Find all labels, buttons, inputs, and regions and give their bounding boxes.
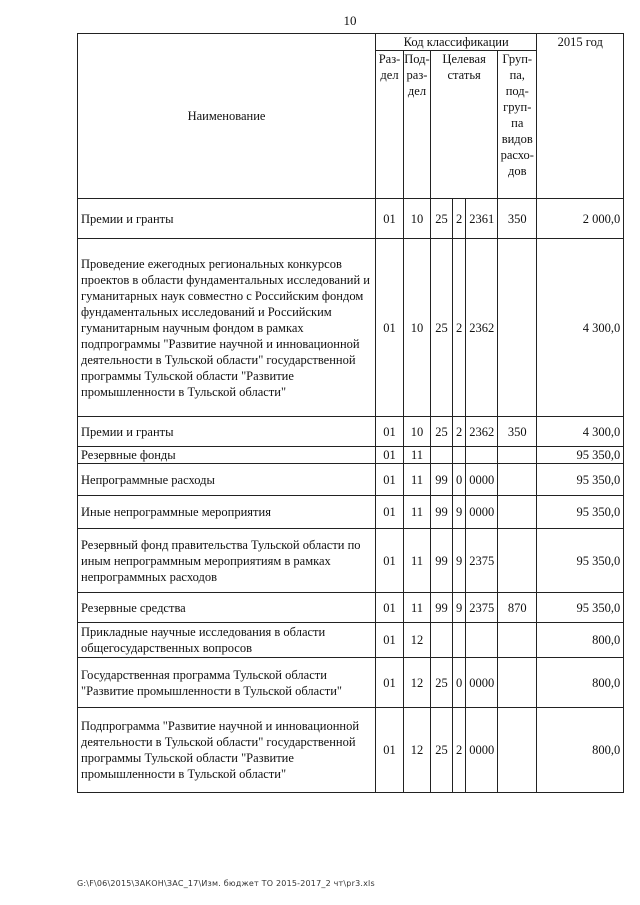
- table-row: [78, 708, 624, 793]
- row-podrazdel: 12: [404, 708, 431, 793]
- row-target-subprogram: 9: [453, 529, 466, 593]
- row-razdel: 01: [376, 623, 404, 658]
- row-sum: 95 350,0: [537, 593, 624, 623]
- row-name: Премии и гранты: [78, 417, 376, 447]
- row-expense-group: 350: [498, 199, 537, 239]
- header-target-article: Целевая статья: [431, 51, 498, 199]
- row-target-subprogram: 2: [453, 417, 466, 447]
- row-expense-group: [498, 496, 537, 529]
- row-target-program: 99: [431, 529, 453, 593]
- row-expense-group: 350: [498, 417, 537, 447]
- row-razdel: 01: [376, 417, 404, 447]
- row-sum: 800,0: [537, 658, 624, 708]
- row-target-code: 2362: [466, 239, 498, 417]
- row-razdel: 01: [376, 239, 404, 417]
- row-target-code: 2375: [466, 529, 498, 593]
- row-target-program: [431, 447, 453, 464]
- row-target-subprogram: 0: [453, 658, 466, 708]
- row-expense-group: [498, 239, 537, 417]
- row-target-subprogram: 0: [453, 464, 466, 496]
- row-target-program: [431, 623, 453, 658]
- row-podrazdel: 10: [404, 239, 431, 417]
- row-target-subprogram: [453, 447, 466, 464]
- row-sum: 95 350,0: [537, 496, 624, 529]
- table-row: [78, 496, 624, 529]
- table-header: [78, 34, 624, 199]
- row-expense-group: [498, 464, 537, 496]
- row-target-subprogram: 9: [453, 496, 466, 529]
- row-target-subprogram: 9: [453, 593, 466, 623]
- row-target-subprogram: 2: [453, 239, 466, 417]
- table-body: [78, 199, 624, 793]
- row-podrazdel: 11: [404, 447, 431, 464]
- row-target-program: 25: [431, 417, 453, 447]
- row-target-code: 2375: [466, 593, 498, 623]
- row-sum: 95 350,0: [537, 447, 624, 464]
- row-sum: 95 350,0: [537, 464, 624, 496]
- row-expense-group: 870: [498, 593, 537, 623]
- row-name: Проведение ежегодных региональных конкурсов проектов в области фундаментальных исследований и гуманитарных наук совместно с Российским фондом фундаментальных исследований и Российским гуманитарным научным фондом в рамках подпрограммы "Развитие научной и инновационной деятельности в Тульской области" государственной программы Тульской области "Развитие промышленности в Тульской области": [78, 239, 376, 417]
- row-sum: 4 300,0: [537, 239, 624, 417]
- row-razdel: 01: [376, 708, 404, 793]
- header-razdel: Раз- дел: [376, 51, 404, 199]
- row-podrazdel: 10: [404, 199, 431, 239]
- table-row: [78, 239, 624, 417]
- row-target-code: 0000: [466, 708, 498, 793]
- row-name: Иные непрограммные мероприятия: [78, 496, 376, 529]
- row-target-code: 0000: [466, 464, 498, 496]
- row-target-program: 25: [431, 658, 453, 708]
- row-expense-group: [498, 708, 537, 793]
- row-podrazdel: 11: [404, 593, 431, 623]
- table-row: [78, 464, 624, 496]
- header-podrazdel: Под- раз- дел: [404, 51, 431, 199]
- row-podrazdel: 11: [404, 529, 431, 593]
- row-target-code: [466, 447, 498, 464]
- row-target-program: 25: [431, 708, 453, 793]
- table-row: [78, 447, 624, 464]
- row-sum: 95 350,0: [537, 529, 624, 593]
- row-podrazdel: 12: [404, 658, 431, 708]
- row-name: Подпрограмма "Развитие научной и инновационной деятельности в Тульской области" государственной программы Тульской области "Развитие промышленности в Тульской области": [78, 708, 376, 793]
- row-razdel: 01: [376, 464, 404, 496]
- row-razdel: 01: [376, 658, 404, 708]
- row-razdel: 01: [376, 496, 404, 529]
- row-target-program: 25: [431, 239, 453, 417]
- row-sum: 2 000,0: [537, 199, 624, 239]
- row-podrazdel: 11: [404, 464, 431, 496]
- row-target-subprogram: 2: [453, 708, 466, 793]
- row-sum: 4 300,0: [537, 417, 624, 447]
- row-target-program: 99: [431, 593, 453, 623]
- header-year: 2015 год: [537, 34, 624, 199]
- row-expense-group: [498, 529, 537, 593]
- row-name: Резервный фонд правительства Тульской области по иным непрограммным мероприятиям в рамках непрограммных расходов: [78, 529, 376, 593]
- row-target-code: 0000: [466, 496, 498, 529]
- file-path-footer: G:\F\06\2015\ЗАКОН\ЗАС_17\Изм. бюджет ТО 2015-2017_2 чт\pr3.xls: [77, 879, 375, 888]
- budget-table: [77, 33, 624, 793]
- table-row: [78, 623, 624, 658]
- row-target-code: 2362: [466, 417, 498, 447]
- table-row: [78, 593, 624, 623]
- row-expense-group: [498, 623, 537, 658]
- row-expense-group: [498, 658, 537, 708]
- row-sum: 800,0: [537, 708, 624, 793]
- row-target-program: 99: [431, 464, 453, 496]
- row-podrazdel: 11: [404, 496, 431, 529]
- row-target-subprogram: 2: [453, 199, 466, 239]
- row-target-program: 25: [431, 199, 453, 239]
- row-podrazdel: 12: [404, 623, 431, 658]
- table-row: [78, 417, 624, 447]
- page-number: 10: [343, 13, 357, 28]
- table-row: [78, 199, 624, 239]
- table-row: [78, 529, 624, 593]
- table-row: [78, 658, 624, 708]
- row-name: Прикладные научные исследования в области общегосударственных вопросов: [78, 623, 376, 658]
- row-razdel: 01: [376, 199, 404, 239]
- row-razdel: 01: [376, 593, 404, 623]
- row-sum: 800,0: [537, 623, 624, 658]
- row-name: Резервные фонды: [78, 447, 376, 464]
- row-name: Непрограммные расходы: [78, 464, 376, 496]
- row-razdel: 01: [376, 529, 404, 593]
- row-target-program: 99: [431, 496, 453, 529]
- row-target-subprogram: [453, 623, 466, 658]
- row-target-code: 2361: [466, 199, 498, 239]
- row-razdel: 01: [376, 447, 404, 464]
- row-name: Премии и гранты: [78, 199, 376, 239]
- row-name: Резервные средства: [78, 593, 376, 623]
- row-podrazdel: 10: [404, 417, 431, 447]
- row-target-code: 0000: [466, 658, 498, 708]
- header-name: Наименование: [78, 34, 376, 199]
- header-expense-group: Груп- па, под- груп- па видов расхо- дов: [498, 51, 537, 199]
- row-target-code: [466, 623, 498, 658]
- row-name: Государственная программа Тульской области "Развитие промышленности в Тульской области": [78, 658, 376, 708]
- row-expense-group: [498, 447, 537, 464]
- header-classification: Код классификации: [376, 34, 537, 51]
